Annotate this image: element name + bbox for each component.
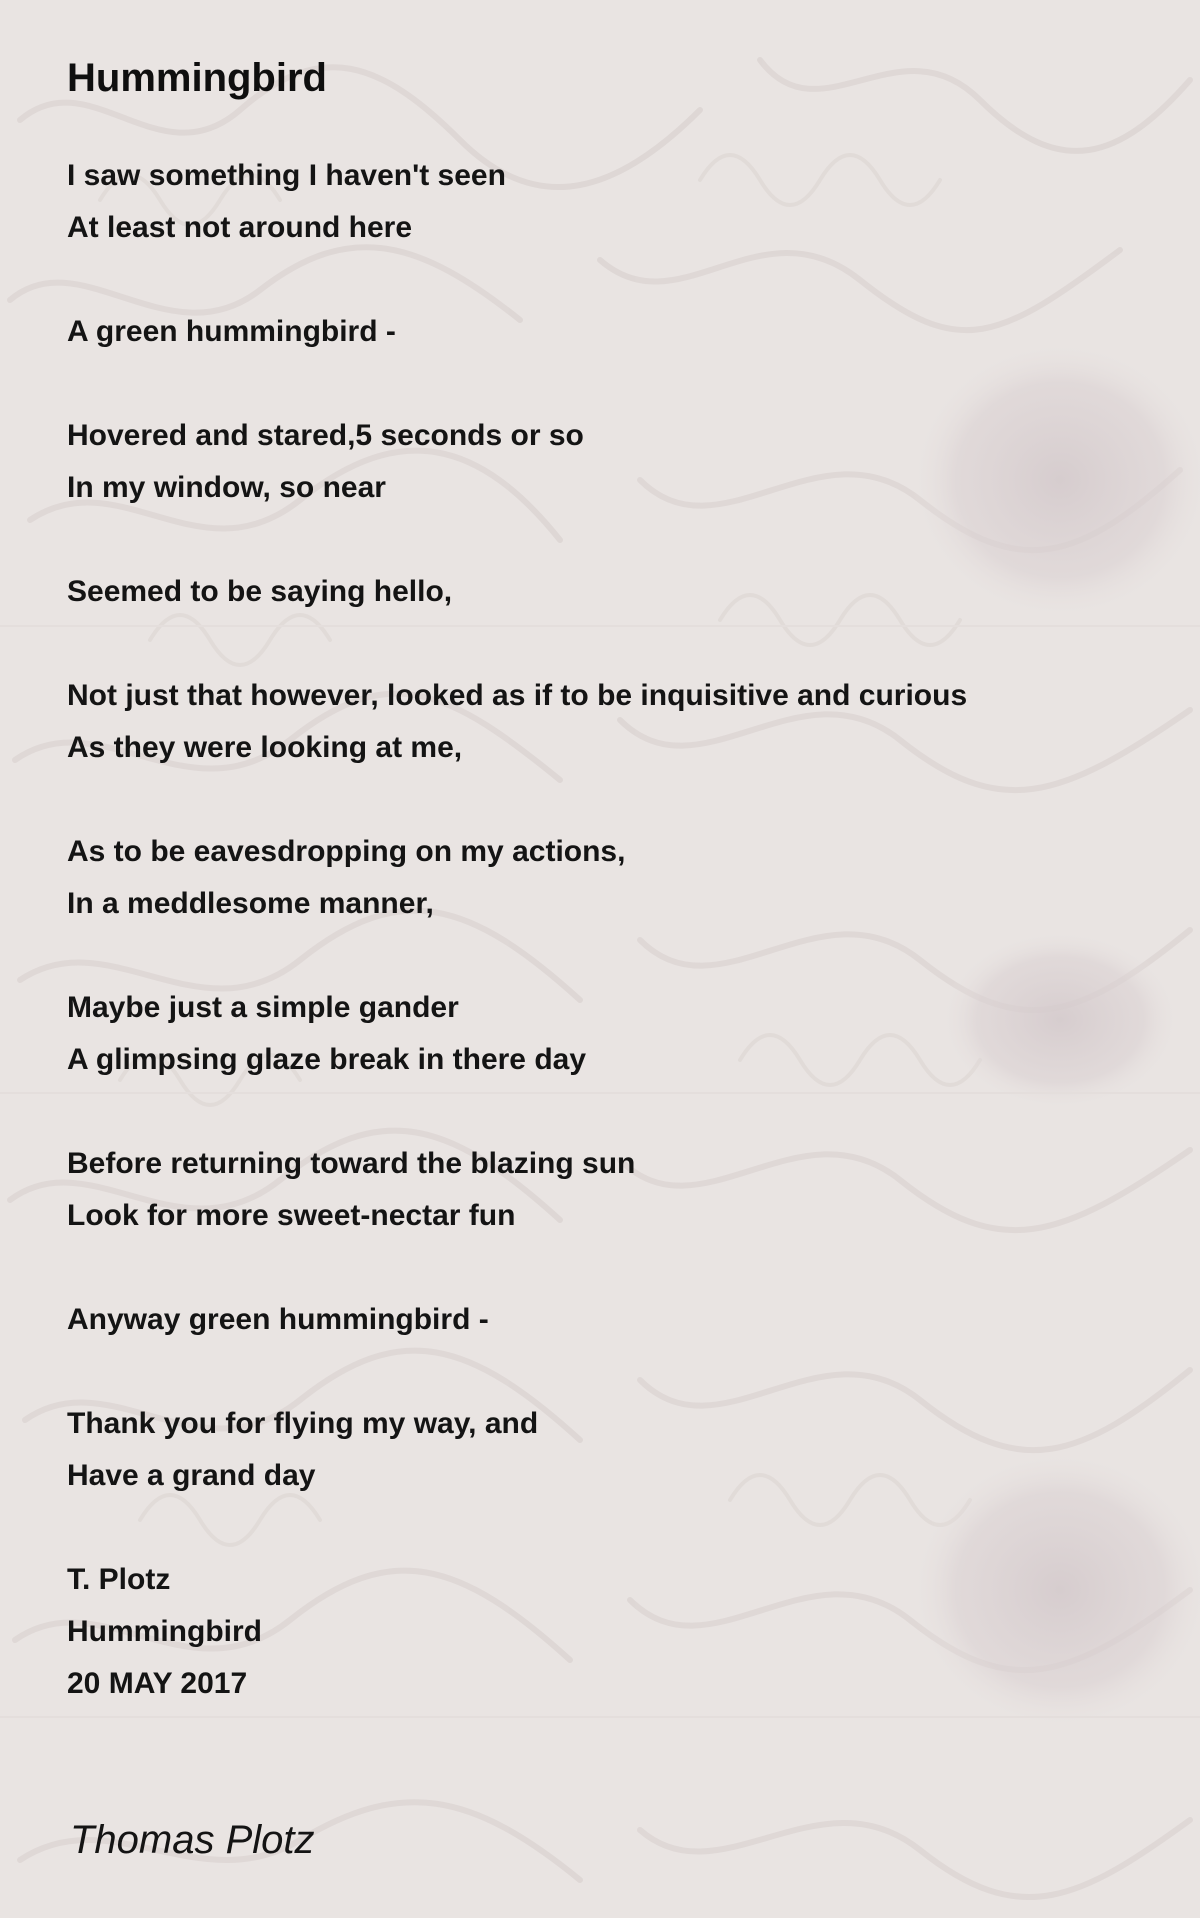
author-signature: Thomas Plotz <box>70 1818 315 1862</box>
stanza-break <box>67 1242 1147 1294</box>
poem-line: As to be eavesdropping on my actions, <box>67 835 626 868</box>
poem-line: 20 MAY 2017 <box>67 1667 248 1700</box>
stanza-break <box>67 1502 1147 1554</box>
poem-line: Look for more sweet-nectar fun <box>67 1199 516 1232</box>
poem-line: Seemed to be saying hello, <box>67 575 453 608</box>
poem-line: Before returning toward the blazing sun <box>67 1147 636 1180</box>
stanza-break <box>67 514 1147 566</box>
stanza-break <box>67 254 1147 306</box>
poem-line: Anyway green hummingbird - <box>67 1303 489 1336</box>
poem-line: I saw something I haven't seen <box>67 159 506 192</box>
poem-line: Have a grand day <box>67 1459 316 1492</box>
poem-line: As they were looking at me, <box>67 731 463 764</box>
poem-body <box>67 150 1147 1710</box>
poem-line: Not just that however, looked as if to be inquisitive and curious <box>67 679 968 712</box>
poem-line: Thank you for flying my way, and <box>67 1407 539 1440</box>
poem-line: A green hummingbird - <box>67 315 396 348</box>
poem-line: Hummingbird <box>67 1615 262 1648</box>
poem-line: In my window, so near <box>67 471 386 504</box>
poem-line: A glimpsing glaze break in there day <box>67 1043 587 1076</box>
stanza-break <box>67 774 1147 826</box>
poem-line: At least not around here <box>67 211 413 244</box>
stanza-break <box>67 1346 1147 1398</box>
poem-line: In a meddlesome manner, <box>67 887 434 920</box>
poem-line: Hovered and stared,5 seconds or so <box>67 419 584 452</box>
stanza-break <box>67 1086 1147 1138</box>
stanza-break <box>67 358 1147 410</box>
stanza-break <box>67 618 1147 670</box>
poem-line: T. Plotz <box>67 1563 171 1596</box>
stanza-break <box>67 930 1147 982</box>
poem-title: Hummingbird <box>67 56 327 100</box>
poem-line: Maybe just a simple gander <box>67 991 459 1024</box>
